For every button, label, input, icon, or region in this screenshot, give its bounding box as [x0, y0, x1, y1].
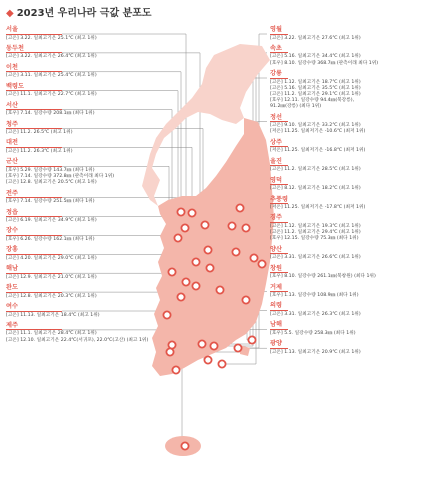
station-marker: [198, 340, 205, 347]
station-marker: [168, 268, 175, 275]
station-marker: [250, 254, 257, 261]
station-entry: [6, 209, 156, 225]
station-record: [고온] 11.1. 일최고기온 22.7℃ (최고 1위): [6, 92, 97, 98]
station-marker: [242, 224, 249, 231]
station-name: 동두천: [6, 44, 24, 52]
station-underline: [270, 34, 288, 35]
station-entry: [6, 64, 156, 80]
station-marker: [177, 208, 184, 215]
station-name: 영월: [270, 26, 282, 33]
station-record: [고온] 11.2. 일최고기온 29.4℃ (최고 1위): [270, 230, 361, 236]
station-marker: [204, 356, 211, 363]
station-name: 장수: [6, 227, 18, 235]
station-record: [호우] 7.14. 일강수량 372.8㎜ (관측이래 최다 1위): [6, 174, 115, 179]
station-record: [고온] 9.10. 일최고기온 33.2℃ (최고 1위): [270, 123, 361, 129]
station-name: 정선: [270, 113, 282, 121]
station-underline: [6, 216, 62, 217]
station-record: [호우] 8.10. 일강수량 368.7㎜ (관측이래 최다 1위): [270, 60, 379, 66]
station-underline: [270, 272, 288, 273]
station-marker: [210, 342, 217, 349]
station-name: 강릉: [270, 70, 282, 77]
station-record: [고온] 1.12. 일최고기온 18.7℃ (최고 1위): [270, 79, 361, 85]
station-name: 추풍령: [270, 195, 288, 203]
station-record: [고온] 11.1. 일최고기온 28.4℃ (최고 1위): [6, 331, 97, 337]
station-entry: [270, 196, 420, 212]
station-name: 상주: [270, 138, 282, 146]
station-name: 영덕: [270, 176, 282, 184]
station-marker: [232, 248, 239, 255]
station-record: [고온] 11.2. 26.5℃ (최고 1위): [6, 130, 73, 135]
station-record: [고온] 3.22. 일최고기온 26.4℃ (최고 1위): [6, 54, 97, 60]
station-record: [고온] 5.16. 일최고기온 35.5℃ (최고 1위): [270, 85, 361, 91]
station-name: 백령도: [6, 82, 24, 90]
station-name: 거제: [270, 283, 282, 291]
station-marker: [181, 224, 188, 231]
station-entry: [270, 114, 420, 136]
station-record: [호우] 12.15. 일강수량 75.3㎜ (최다 1위): [270, 236, 359, 242]
station-record: [고온] 6.19. 일최고기온 34.9℃ (최고 1위): [6, 218, 97, 223]
station-entry: [270, 265, 420, 281]
station-name: 창원: [270, 264, 282, 272]
station-marker: [181, 442, 188, 449]
station-record: [고온] 3.22. 일최고기온 27.6℃ (최고 1위): [270, 35, 361, 41]
station-record: [고온] 3.11. 일최고기온 25.4℃ (최고 1위): [6, 73, 97, 79]
station-record: 91.2㎜(강릉) (최다 1위): [270, 104, 322, 110]
station-underline: [6, 166, 62, 167]
station-marker: [234, 344, 241, 351]
map-title-text: 2023년 우리나라 극값 분포도: [16, 8, 152, 19]
south-korea-land: [152, 118, 274, 376]
station-underline: [6, 273, 62, 274]
station-name: 정읍: [6, 208, 18, 216]
station-underline: [270, 329, 288, 330]
station-entry: [270, 45, 420, 67]
station-entry: [6, 265, 156, 281]
station-underline: [270, 348, 288, 349]
station-entry: [270, 26, 420, 42]
station-marker: [174, 234, 181, 241]
station-marker: [248, 336, 255, 343]
station-entry: [6, 303, 156, 319]
station-name: 남해: [270, 321, 282, 329]
station-record: [고온] 5.16. 일최고기온 34.4℃ (최고 1위): [270, 54, 361, 60]
station-underline: [6, 292, 62, 293]
station-marker: [218, 360, 225, 367]
station-record: [고온] 1.13. 일최고기온 20.9℃ (최고 1위): [270, 349, 361, 355]
station-entry: [270, 70, 420, 111]
station-underline: [270, 184, 288, 185]
station-entry: [6, 26, 156, 42]
station-marker: [163, 311, 170, 318]
station-record: [호우] 12.11. 일강수량 94.4㎜(북강릉),: [270, 98, 355, 104]
station-record: [저온] 11.25. 일최저기온 -16.8℃ (최저 1위): [270, 148, 366, 154]
station-marker: [204, 246, 211, 253]
station-name: 완도: [6, 284, 18, 292]
station-record: [호우] 8.10. 일강수량 261.1㎜(북창원) (최다 1위): [270, 274, 376, 280]
station-underline: [6, 109, 62, 110]
station-marker: [172, 366, 179, 373]
station-marker: [216, 286, 223, 293]
station-entry: [6, 158, 156, 186]
station-name: 제주: [6, 321, 18, 329]
station-marker: [192, 258, 199, 265]
station-record: [고온] 3.31. 일최고기온 26.3℃ (최고 1위): [270, 311, 361, 317]
station-record: [저온] 11.25. 일최저기온 -17.8℃ (최저 1위): [270, 205, 366, 210]
station-entry: [6, 45, 156, 61]
station-marker: [182, 278, 189, 285]
station-name: 군산: [6, 158, 18, 166]
station-marker: [258, 260, 265, 267]
station-entry: [6, 190, 156, 206]
station-record: [호우] 7.14. 일강수량 251.5㎜ (최다 1위): [6, 199, 95, 205]
station-entry: [270, 177, 420, 193]
station-name: 속초: [270, 44, 282, 52]
station-entry: [6, 322, 156, 344]
station-record: [고온] 12.8. 일최고기온 20.3℃ (최고 1위): [6, 293, 97, 299]
station-name: 서울: [6, 26, 18, 33]
station-name: 청주: [6, 120, 18, 128]
station-record: [호우] 5.5. 일강수량 258.3㎜ (최다 1위): [270, 330, 356, 336]
station-record: [저온] 11.25. 일최저기온 -10.6℃ (최저 1위): [270, 129, 366, 135]
station-marker: [228, 222, 235, 229]
station-marker: [166, 348, 173, 355]
station-record: [고온] 4.20. 일최고기온 29.0℃ (최고 1위): [6, 255, 97, 261]
station-marker: [206, 264, 213, 271]
station-name: 해남: [6, 265, 18, 273]
station-underline: [270, 310, 288, 311]
station-name: 의령: [270, 302, 282, 310]
station-name: 경주: [270, 214, 282, 222]
station-entry: [6, 121, 156, 137]
station-name: 광양: [270, 340, 282, 348]
station-record: [호우] 5.29. 일강수량 143.7㎜ (최다 1위): [6, 167, 95, 173]
station-name: 양산: [270, 245, 282, 253]
station-marker: [168, 341, 175, 348]
station-record: [고온] 11.2. 일최고기온 28.5℃ (최고 1위): [270, 167, 361, 173]
station-marker: [242, 296, 249, 303]
station-underline: [6, 197, 62, 198]
station-entry: [270, 302, 420, 318]
station-marker: [177, 293, 184, 300]
station-name: 전주: [6, 189, 18, 197]
station-marker: [236, 204, 243, 211]
station-record: [고온] 12.8. 일최고기온 20.5℃ (최고 1위): [6, 180, 97, 186]
station-record: [호우] 7.14. 일강수량 208.1㎜ (최다 1위): [6, 111, 95, 117]
station-entry: [6, 139, 156, 155]
station-name: 이천: [6, 63, 18, 71]
station-underline: [270, 203, 288, 204]
station-entry: [270, 246, 420, 262]
station-record: [고온] 1.12. 일최고기온 19.3℃ (최고 1위): [270, 223, 361, 229]
station-record: [고온] 3.31. 일최고기온 26.6℃ (최고 1위): [270, 255, 361, 261]
station-name: 울진: [270, 157, 282, 165]
station-name: 서산: [6, 101, 18, 109]
station-underline: [270, 78, 288, 79]
station-record: [호우] 6.26. 일강수량 162.1㎜ (최다 1위): [6, 236, 95, 242]
station-underline: [6, 254, 62, 255]
station-record: [고온] 8.12. 일최고기온 18.2℃ (최고 1위): [270, 186, 361, 192]
station-marker: [192, 282, 199, 289]
station-name: 대전: [6, 139, 18, 147]
station-underline: [6, 147, 62, 148]
station-marker: [201, 221, 208, 228]
station-entry: [6, 246, 156, 262]
station-entry: [270, 321, 420, 337]
station-underline: [6, 311, 62, 312]
station-entry: [270, 214, 420, 242]
station-underline: [270, 222, 288, 223]
station-underline: [6, 34, 62, 35]
station-name: 여수: [6, 303, 18, 310]
station-entry: [270, 158, 420, 174]
station-entry: [6, 102, 156, 118]
station-record: [호우] 1.13. 일강수량 108.9㎜ (최다 1위): [270, 293, 359, 298]
station-underline: [6, 128, 62, 129]
station-record: [고온] 11.13. 일최고기온 18.4℃ (최고 1위): [6, 312, 100, 318]
station-name: 장흥: [6, 246, 18, 254]
station-record: [고온] 11.2. 26.3℃ (최고 1위): [6, 148, 73, 154]
station-record: [고온] 12.10. 일최고기온 22.4℃(서귀포), 22.0℃(고산) (최고 1위): [6, 337, 149, 343]
station-marker: [188, 209, 195, 216]
station-record: [고온] 12.9. 일최고기온 21.0℃ (최고 1위): [6, 274, 97, 280]
station-underline: [270, 291, 288, 292]
station-record: [고온] 11.2. 일최고기온 29.1℃ (최고 1위): [270, 91, 361, 97]
station-entry: [270, 139, 420, 155]
station-underline: [6, 235, 62, 236]
station-entry: [270, 340, 420, 356]
station-record: [고온] 3.22. 일최고기온 25.1℃ (최고 1위): [6, 35, 97, 41]
station-entry: [6, 284, 156, 300]
station-entry: [6, 83, 156, 99]
station-entry: [6, 227, 156, 243]
diamond-icon: ◆: [6, 8, 14, 19]
station-entry: [270, 284, 420, 300]
